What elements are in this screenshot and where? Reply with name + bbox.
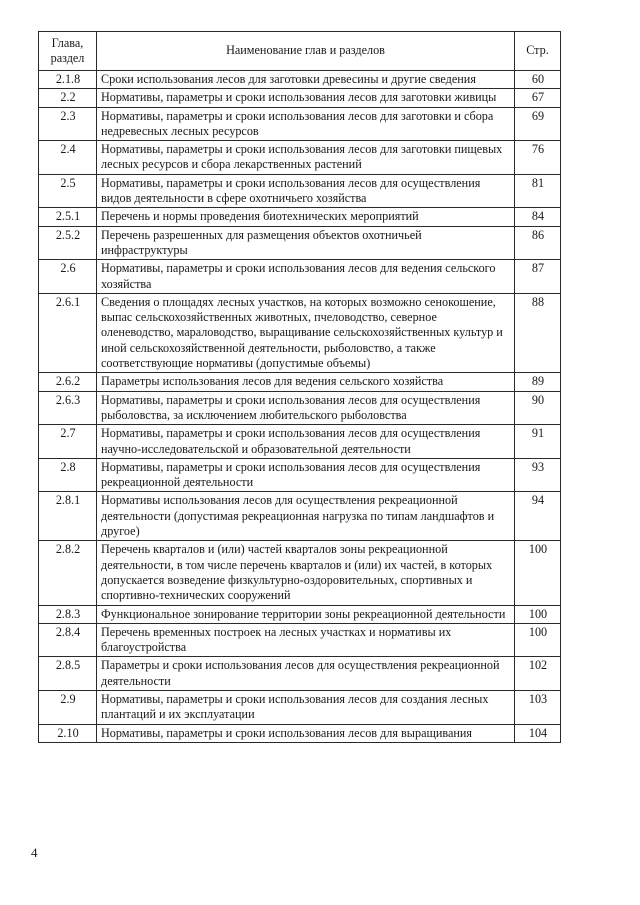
section-page: 103 bbox=[515, 690, 561, 724]
section-page: 100 bbox=[515, 541, 561, 605]
section-number: 2.6.3 bbox=[39, 391, 97, 425]
section-page: 88 bbox=[515, 293, 561, 372]
section-title: Параметры использования лесов для ведения сельского хозяйства bbox=[97, 373, 515, 391]
header-section-label: раздел bbox=[50, 51, 85, 65]
section-title: Нормативы, параметры и сроки использования лесов для заготовки пищевых лесных ресурсов и сбора лекарственных растений bbox=[97, 141, 515, 175]
section-number: 2.5 bbox=[39, 174, 97, 208]
section-number: 2.3 bbox=[39, 107, 97, 141]
header-chapter-section bbox=[39, 32, 97, 71]
table-row bbox=[39, 724, 561, 742]
section-page: 100 bbox=[515, 605, 561, 623]
table-of-contents bbox=[38, 31, 560, 743]
section-number: 2.6 bbox=[39, 260, 97, 294]
section-number: 2.10 bbox=[39, 724, 97, 742]
table-row bbox=[39, 690, 561, 724]
section-title: Перечень разрешенных для размещения объектов охотничьей инфраструктуры bbox=[97, 226, 515, 260]
toc-header-row bbox=[39, 32, 561, 71]
section-number: 2.9 bbox=[39, 690, 97, 724]
table-row bbox=[39, 373, 561, 391]
table-row bbox=[39, 208, 561, 226]
section-title: Нормативы, параметры и сроки использования лесов для ведения сельского хозяйства bbox=[97, 260, 515, 294]
section-page: 84 bbox=[515, 208, 561, 226]
toc-body bbox=[39, 71, 561, 743]
section-page: 104 bbox=[515, 724, 561, 742]
table-row bbox=[39, 605, 561, 623]
section-title: Нормативы использования лесов для осуществления рекреационной деятельности (допустимая рекреационная нагрузка по типам ландшафтов и другое) bbox=[97, 492, 515, 541]
table-row bbox=[39, 623, 561, 657]
header-page: Стр. bbox=[515, 32, 561, 71]
table-row bbox=[39, 141, 561, 175]
table-row bbox=[39, 71, 561, 89]
section-page: 89 bbox=[515, 373, 561, 391]
table-row bbox=[39, 458, 561, 492]
table-row bbox=[39, 541, 561, 605]
table-row bbox=[39, 89, 561, 107]
section-number: 2.6.2 bbox=[39, 373, 97, 391]
section-title: Функциональное зонирование территории зоны рекреационной деятельности bbox=[97, 605, 515, 623]
section-number: 2.5.2 bbox=[39, 226, 97, 260]
section-page: 94 bbox=[515, 492, 561, 541]
table-row bbox=[39, 293, 561, 372]
table-row bbox=[39, 226, 561, 260]
section-number: 2.8.5 bbox=[39, 657, 97, 691]
table-row bbox=[39, 657, 561, 691]
section-title: Нормативы, параметры и сроки использования лесов для заготовки и сбора недревесных лесных ресурсов bbox=[97, 107, 515, 141]
header-title: Наименование глав и разделов bbox=[97, 32, 515, 71]
section-page: 90 bbox=[515, 391, 561, 425]
section-page: 67 bbox=[515, 89, 561, 107]
page-number: 4 bbox=[31, 845, 38, 860]
section-title: Сроки использования лесов для заготовки древесины и другие сведения bbox=[97, 71, 515, 89]
section-page: 102 bbox=[515, 657, 561, 691]
section-title: Перечень и нормы проведения биотехнических мероприятий bbox=[97, 208, 515, 226]
table-row bbox=[39, 391, 561, 425]
section-title: Нормативы, параметры и сроки использования лесов для заготовки живицы bbox=[97, 89, 515, 107]
section-page: 60 bbox=[515, 71, 561, 89]
section-page: 81 bbox=[515, 174, 561, 208]
section-page: 100 bbox=[515, 623, 561, 657]
section-page: 86 bbox=[515, 226, 561, 260]
section-number: 2.8.3 bbox=[39, 605, 97, 623]
table-row bbox=[39, 492, 561, 541]
section-number: 2.1.8 bbox=[39, 71, 97, 89]
section-title: Нормативы, параметры и сроки использования лесов для осуществления рекреационной деятельности bbox=[97, 458, 515, 492]
section-title: Нормативы, параметры и сроки использования лесов для осуществления видов деятельности в сфере охотничьего хозяйства bbox=[97, 174, 515, 208]
section-number: 2.7 bbox=[39, 425, 97, 459]
section-title: Нормативы, параметры и сроки использования лесов для осуществления научно-исследовательской и образовательной деятельности bbox=[97, 425, 515, 459]
table-row bbox=[39, 260, 561, 294]
section-page: 87 bbox=[515, 260, 561, 294]
table-row bbox=[39, 174, 561, 208]
section-title: Нормативы, параметры и сроки использования лесов для создания лесных плантаций и их эксплуатации bbox=[97, 690, 515, 724]
section-title: Нормативы, параметры и сроки использования лесов для осуществления рыболовства, за исключением любительского рыболовства bbox=[97, 391, 515, 425]
table-row bbox=[39, 107, 561, 141]
section-number: 2.8 bbox=[39, 458, 97, 492]
section-page: 91 bbox=[515, 425, 561, 459]
section-title: Сведения о площадях лесных участков, на которых возможно сенокошение, выпас сельскохозяйственных животных, пчеловодство, северное оленеводство, мараловодство, выращивание сельскохозяйственных культур и иной сельскохозяйственной деятельности, рыболовство, а также соответствующие нормативы (допустимые объемы) bbox=[97, 293, 515, 372]
section-number: 2.8.4 bbox=[39, 623, 97, 657]
section-number: 2.8.2 bbox=[39, 541, 97, 605]
section-title: Параметры и сроки использования лесов для осуществления рекреационной деятельности bbox=[97, 657, 515, 691]
section-number: 2.4 bbox=[39, 141, 97, 175]
header-chapter-label: Глава, bbox=[51, 36, 84, 50]
table-row bbox=[39, 425, 561, 459]
section-page: 69 bbox=[515, 107, 561, 141]
section-number: 2.6.1 bbox=[39, 293, 97, 372]
section-number: 2.5.1 bbox=[39, 208, 97, 226]
section-page: 76 bbox=[515, 141, 561, 175]
section-page: 93 bbox=[515, 458, 561, 492]
toc-table bbox=[38, 31, 561, 743]
section-title: Перечень кварталов и (или) частей кварталов зоны рекреационной деятельности, в том числе перечень кварталов и (или) их частей, в которых допускается возведение физкультурно-оздоровительных, спортивных и спортивно-технических сооружений bbox=[97, 541, 515, 605]
section-number: 2.2 bbox=[39, 89, 97, 107]
section-title: Перечень временных построек на лесных участках и нормативы их благоустройства bbox=[97, 623, 515, 657]
section-number: 2.8.1 bbox=[39, 492, 97, 541]
section-title: Нормативы, параметры и сроки использования лесов для выращивания bbox=[97, 724, 515, 742]
